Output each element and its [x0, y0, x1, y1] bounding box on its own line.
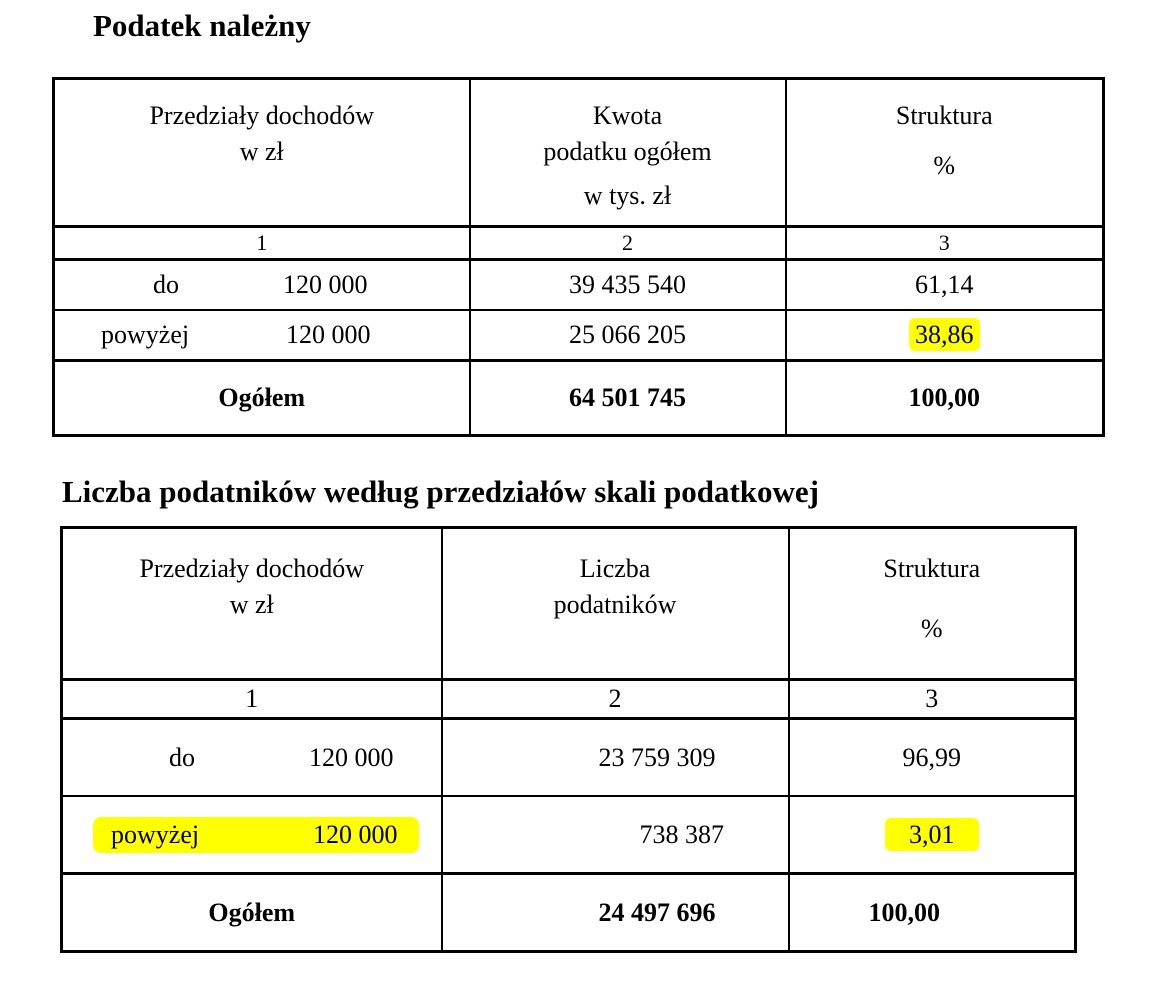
share-cell — [786, 310, 1104, 361]
column-number: 3 — [789, 680, 1076, 719]
range-value: 120 000 — [309, 742, 394, 772]
total-count: 24 497 696 — [442, 874, 789, 952]
column-number: 3 — [786, 227, 1104, 260]
count-cell: 738 387 — [442, 796, 789, 874]
header-taxpayer-count: Liczba podatników — [442, 528, 789, 680]
total-share: 100,00 — [789, 874, 1076, 952]
column-number-row — [54, 227, 1104, 260]
table-header-row — [54, 79, 1104, 227]
share-cell: 96,99 — [789, 719, 1076, 797]
column-number: 1 — [54, 227, 470, 260]
tax-due-table — [52, 77, 1105, 437]
table-row — [54, 260, 1104, 311]
section1-title: Podatek należny — [93, 8, 311, 43]
header-income-ranges: Przedziały dochodów w zł — [54, 79, 470, 227]
header-structure: Struktura % — [789, 528, 1076, 680]
range-value: 120 000 — [313, 819, 398, 849]
share-cell — [789, 796, 1076, 874]
section2-title: Liczba podatników według przedziałów skali podatkowej — [62, 474, 820, 509]
header-income-ranges: Przedziały dochodów w zł — [62, 528, 442, 680]
total-amount: 64 501 745 — [470, 361, 786, 436]
income-range-cell — [54, 260, 470, 311]
range-label: do — [153, 270, 179, 299]
amount-cell: 39 435 540 — [470, 260, 786, 311]
column-number: 2 — [442, 680, 789, 719]
total-label: Ogółem — [54, 361, 470, 436]
range-value: 120 000 — [283, 270, 368, 299]
range-value: 120 000 — [286, 320, 371, 349]
taxpayers-table — [60, 526, 1077, 953]
income-range-cell — [54, 310, 470, 361]
header-structure: Struktura % — [786, 79, 1104, 227]
column-number-row — [62, 680, 1076, 719]
header-tax-amount: Kwota podatku ogółem w tys. zł — [470, 79, 786, 227]
table-row — [54, 310, 1104, 361]
range-label: powyżej — [111, 819, 200, 849]
total-row — [62, 874, 1076, 952]
column-number: 1 — [62, 680, 442, 719]
share-cell: 61,14 — [786, 260, 1104, 311]
income-range-cell — [62, 796, 442, 874]
highlighted-share: 38,86 — [909, 318, 980, 351]
table-header-row — [62, 528, 1076, 680]
total-label: Ogółem — [62, 874, 442, 952]
total-row — [54, 361, 1104, 436]
range-label: do — [169, 742, 195, 772]
table-row — [62, 719, 1076, 797]
range-label: powyżej — [101, 320, 190, 349]
amount-cell: 25 066 205 — [470, 310, 786, 361]
count-cell: 23 759 309 — [442, 719, 789, 797]
table-row — [62, 796, 1076, 874]
total-share: 100,00 — [786, 361, 1104, 436]
column-number: 2 — [470, 227, 786, 260]
income-range-cell — [62, 719, 442, 797]
highlighted-share: 3,01 — [885, 818, 979, 851]
